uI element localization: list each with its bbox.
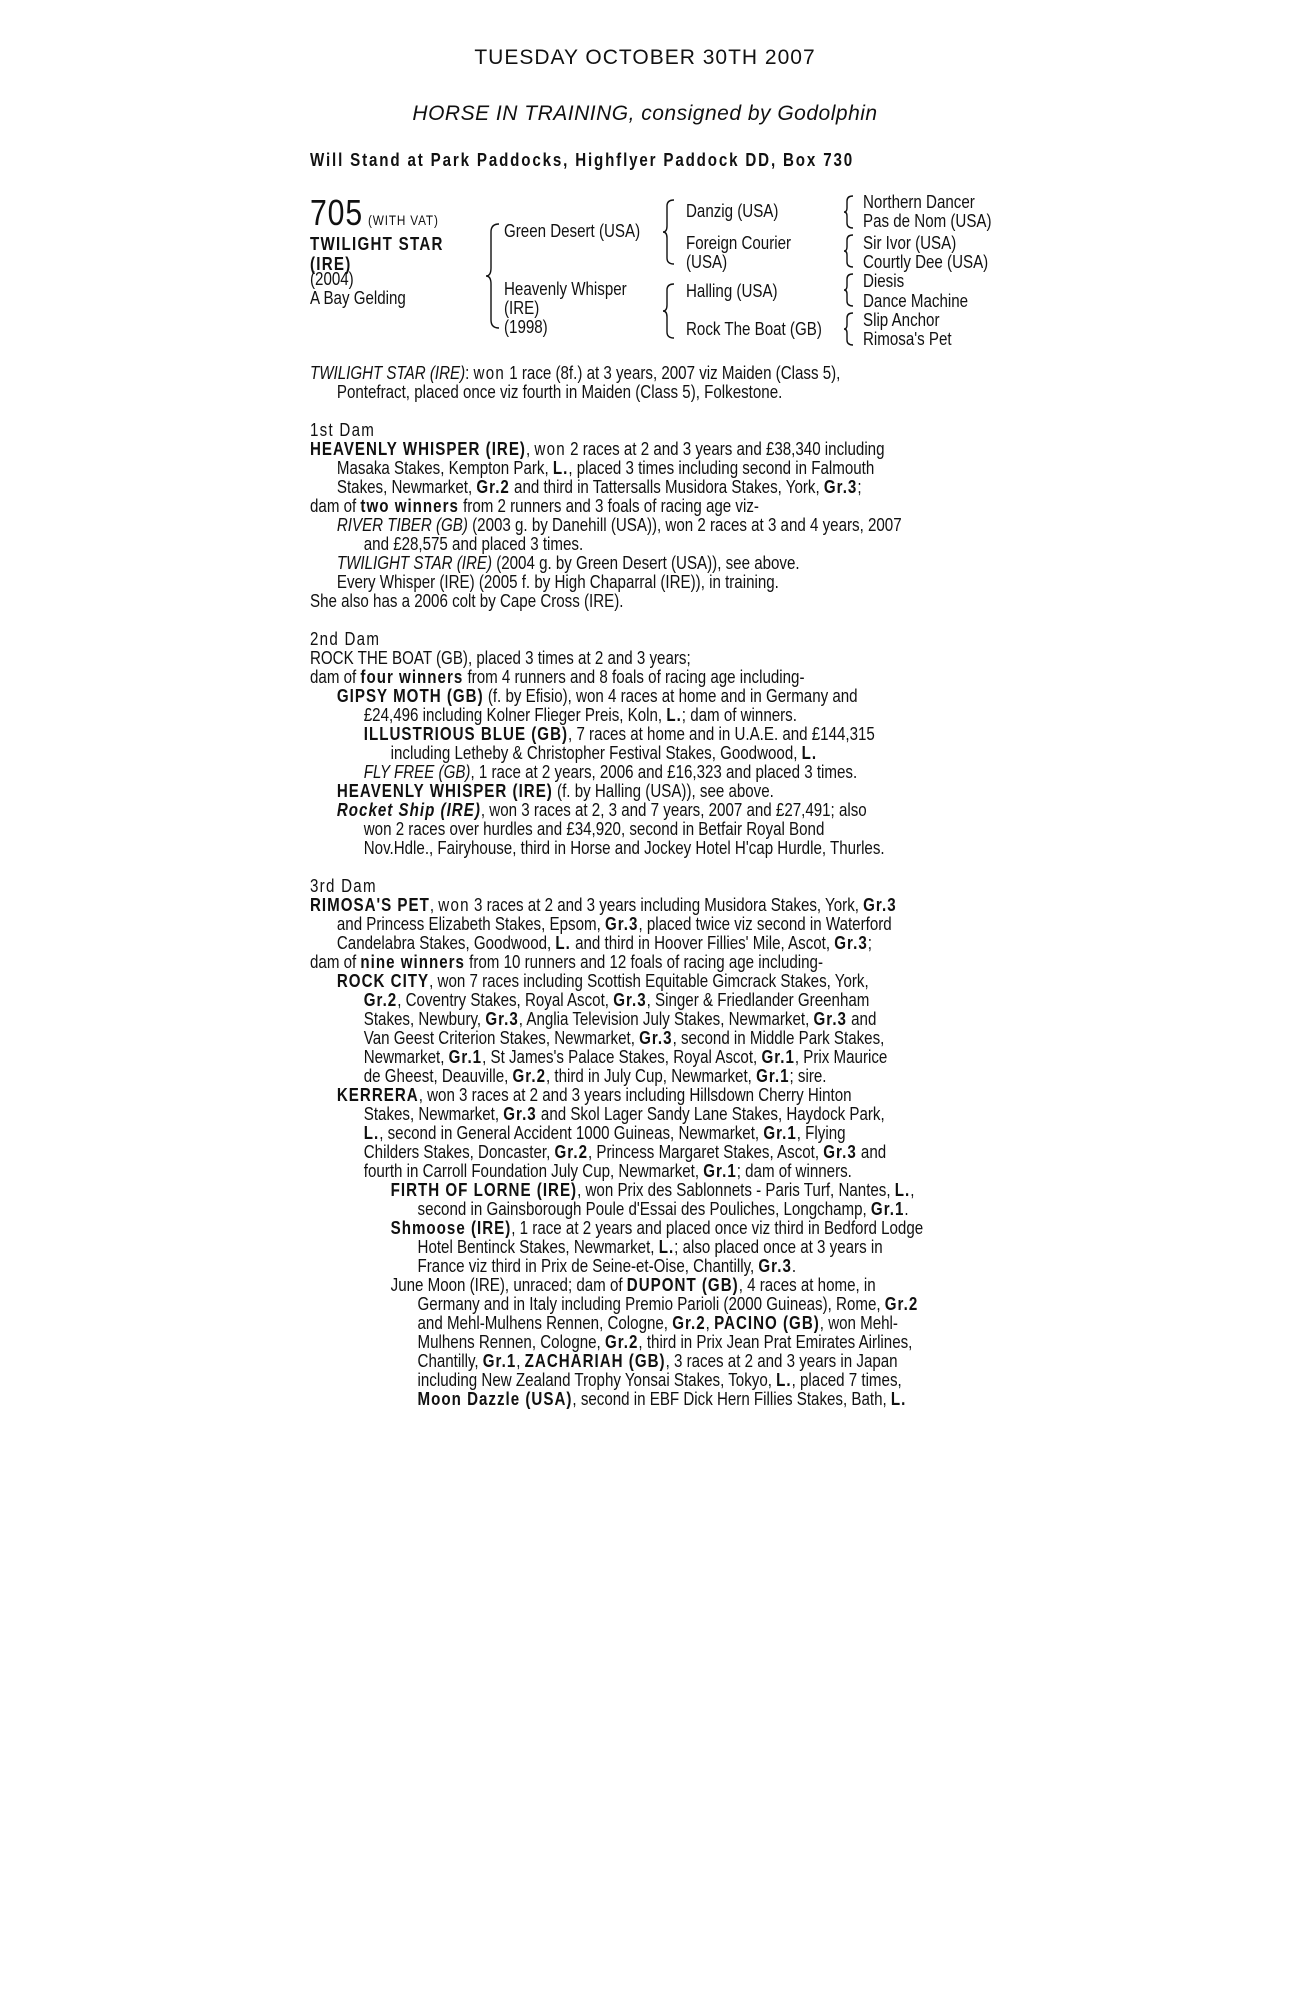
- pedigree-brace-sire: [662, 198, 676, 266]
- horse-details: [310, 270, 406, 308]
- third-dam-line: Mulhens Rennen, Cologne, Gr.2, third in Prix Jean Prat Emirates Airlines,: [417, 1332, 913, 1352]
- pedigree-brace-ds: [843, 272, 855, 308]
- second-dam-line: Rocket Ship (IRE), won 3 races at 2, 3 and 7 years, 2007 and £27,491; also: [336, 800, 867, 820]
- second-dam-heading: 2nd Dam: [310, 629, 381, 649]
- second-dam-line: including Letheby & Christopher Festival Stakes, Goodwood, L.: [390, 743, 818, 763]
- second-dam-line: dam of four winners from 4 runners and 8 foals of racing age including-: [310, 667, 805, 687]
- third-dam-line: Shmoose (IRE), 1 race at 2 years and placed once viz third in Bedford Lodge: [390, 1218, 924, 1238]
- third-dam-line: dam of nine winners from 10 runners and 12 foals of racing age including-: [310, 952, 824, 972]
- ped-sdd: Courtly Dee (USA): [863, 252, 989, 272]
- third-dam-line: de Gheest, Deauville, Gr.2, third in July Cup, Newmarket, Gr.1; sire.: [363, 1066, 827, 1086]
- ped-sds: Sir Ivor (USA): [863, 233, 957, 253]
- second-dam-line: £24,496 including Kolner Flieger Preis, Koln, L.; dam of winners.: [363, 705, 797, 725]
- foaling-year: (2004): [310, 269, 354, 289]
- race-record-line: TWILIGHT STAR (IRE): won 1 race (8f.) at 3 years, 2007 viz Maiden (Class 5),: [310, 363, 841, 383]
- pedigree-brace-dd: [843, 311, 855, 347]
- first-dam-line: HEAVENLY WHISPER (IRE), won 2 races at 2 and 3 years and £38,340 including: [310, 439, 885, 459]
- first-dam-line: She also has a 2006 colt by Cape Cross (IRE).: [310, 591, 624, 611]
- ped-dds: Slip Anchor: [863, 310, 940, 330]
- first-dam-line: dam of two winners from 2 runners and 3 foals of racing age viz-: [310, 496, 759, 516]
- third-dam-line: Moon Dazzle (USA), second in EBF Dick Hern Fillies Stakes, Bath, L.: [417, 1389, 907, 1409]
- third-dam-line: Hotel Bentinck Stakes, Newmarket, L.; also placed once at 3 years in: [417, 1237, 883, 1257]
- sire-of-sire: Danzig (USA): [686, 201, 779, 221]
- third-dam-line: second in Gainsborough Poule d'Essai des Pouliches, Longchamp, Gr.1.: [417, 1199, 909, 1219]
- stand-location: Will Stand at Park Paddocks, Highflyer Paddock DD, Box 730: [310, 150, 854, 170]
- dam-of-dam: Rock The Boat (GB): [686, 319, 822, 339]
- third-dam-line: Gr.2, Coventry Stakes, Royal Ascot, Gr.3, Singer & Friedlander Greenham: [363, 990, 870, 1010]
- third-dam-line: and Princess Elizabeth Stakes, Epsom, Gr.3, placed twice viz second in Waterford: [336, 914, 892, 934]
- horse-description: A Bay Gelding: [310, 288, 406, 308]
- sire: Green Desert (USA): [504, 221, 641, 241]
- third-dam-line: and Mehl-Mulhens Rennen, Cologne, Gr.2, PACINO (GB), won Mehl-: [417, 1313, 898, 1333]
- third-dam-line: including New Zealand Trophy Yonsai Stakes, Tokyo, L., placed 7 times,: [417, 1370, 902, 1390]
- ped-dss: Diesis: [863, 271, 905, 291]
- second-dam-line: FLY FREE (GB), 1 race at 2 years, 2006 and £16,323 and placed 3 times.: [363, 762, 858, 782]
- catalogue-body: [310, 363, 924, 1409]
- lot-number: 705: [310, 192, 363, 233]
- pedigree-brace-sd: [843, 233, 855, 269]
- third-dam-line: Stakes, Newmarket, Gr.3 and Skol Lager Sandy Lane Stakes, Haydock Park,: [363, 1104, 885, 1124]
- third-dam-line: RIMOSA'S PET, won 3 races at 2 and 3 years including Musidora Stakes, York, Gr.3: [310, 895, 897, 915]
- third-dam-line: FIRTH OF LORNE (IRE), won Prix des Sablonnets - Paris Turf, Nantes, L.,: [390, 1180, 915, 1200]
- pedigree-brace-dam: [662, 282, 676, 340]
- vat-note: (WITH VAT): [368, 212, 439, 228]
- first-dam-line: Masaka Stakes, Kempton Park, L., placed 3 times including second in Falmouth: [336, 458, 875, 478]
- first-dam-line: Stakes, Newmarket, Gr.2 and third in Tattersalls Musidora Stakes, York, Gr.3;: [336, 477, 862, 497]
- horse-name-line2: (IRE): [310, 254, 352, 274]
- third-dam-line: L., second in General Accident 1000 Guineas, Newmarket, Gr.1, Flying: [363, 1123, 846, 1143]
- third-dam-line: Van Geest Criterion Stakes, Newmarket, Gr.3, second in Middle Park Stakes,: [363, 1028, 885, 1048]
- third-dam-heading: 3rd Dam: [310, 876, 377, 896]
- ped-sss: Northern Dancer: [863, 192, 975, 212]
- second-dam-line: Nov.Hdle., Fairyhouse, third in Horse and Jockey Hotel H'cap Hurdle, Thurles.: [363, 838, 885, 858]
- third-dam-line: ROCK CITY, won 7 races including Scottish Equitable Gimcrack Stakes, York,: [336, 971, 869, 991]
- first-dam-line: and £28,575 and placed 3 times.: [363, 534, 584, 554]
- third-dam-line: Candelabra Stakes, Goodwood, L. and third in Hoover Fillies' Mile, Ascot, Gr.3;: [336, 933, 872, 953]
- second-dam-line: ILLUSTRIOUS BLUE (GB), 7 races at home and in U.A.E. and £144,315: [363, 724, 875, 744]
- lot-number-block: [310, 192, 439, 234]
- horse-name-line1: TWILIGHT STAR: [310, 234, 444, 254]
- first-dam-heading: 1st Dam: [310, 420, 376, 440]
- third-dam-line: Chantilly, Gr.1, ZACHARIAH (GB), 3 races at 2 and 3 years in Japan: [417, 1351, 898, 1371]
- third-dam-line: France viz third in Prix de Seine-et-Oise, Chantilly, Gr.3.: [417, 1256, 797, 1276]
- third-dam-line: June Moon (IRE), unraced; dam of DUPONT (GB), 4 races at home, in: [390, 1275, 876, 1295]
- horse-name: [310, 234, 444, 274]
- dam-of-sire: Foreign Courier (USA): [686, 233, 792, 272]
- race-record-line: Pontefract, placed once viz fourth in Maiden (Class 5), Folkestone.: [336, 382, 783, 402]
- third-dam-line: Germany and in Italy including Premio Parioli (2000 Guineas), Rome, Gr.2: [417, 1294, 919, 1314]
- ped-ddd: Rimosa's Pet: [863, 329, 952, 349]
- third-dam-line: Childers Stakes, Doncaster, Gr.2, Princess Margaret Stakes, Ascot, Gr.3 and: [363, 1142, 887, 1162]
- third-dam-line: Stakes, Newbury, Gr.3, Anglia Television July Stakes, Newmarket, Gr.3 and: [363, 1009, 877, 1029]
- ped-dsd: Dance Machine: [863, 291, 969, 311]
- ped-ssd: Pas de Nom (USA): [863, 211, 992, 231]
- second-dam-line: GIPSY MOTH (GB) (f. by Efisio), won 4 races at home and in Germany and: [336, 686, 858, 706]
- pedigree-brace-main: [485, 222, 501, 330]
- dam: Heavenly Whisper (IRE) (1998): [504, 279, 627, 337]
- third-dam-line: Newmarket, Gr.1, St James's Palace Stakes, Royal Ascot, Gr.1, Prix Maurice: [363, 1047, 888, 1067]
- second-dam-line: won 2 races over hurdles and £34,920, second in Betfair Royal Bond: [363, 819, 825, 839]
- sale-date: TUESDAY OCTOBER 30TH 2007: [474, 46, 816, 69]
- pedigree-brace-ss: [843, 194, 855, 230]
- second-dam-line: ROCK THE BOAT (GB), placed 3 times at 2 and 3 years;: [310, 648, 691, 668]
- third-dam-line: fourth in Carroll Foundation July Cup, Newmarket, Gr.1; dam of winners.: [363, 1161, 852, 1181]
- sire-of-dam: Halling (USA): [686, 281, 778, 301]
- first-dam-line: RIVER TIBER (GB) (2003 g. by Danehill (USA)), won 2 races at 3 and 4 years, 2007: [336, 515, 902, 535]
- first-dam-line: TWILIGHT STAR (IRE) (2004 g. by Green Desert (USA)), see above.: [336, 553, 800, 573]
- third-dam-line: KERRERA, won 3 races at 2 and 3 years including Hillsdown Cherry Hinton: [336, 1085, 852, 1105]
- second-dam-line: HEAVENLY WHISPER (IRE) (f. by Halling (USA)), see above.: [336, 781, 774, 801]
- consignment-line: HORSE IN TRAINING, consigned by Godolphin: [412, 102, 878, 125]
- first-dam-line: Every Whisper (IRE) (2005 f. by High Chaparral (IRE)), in training.: [336, 572, 779, 592]
